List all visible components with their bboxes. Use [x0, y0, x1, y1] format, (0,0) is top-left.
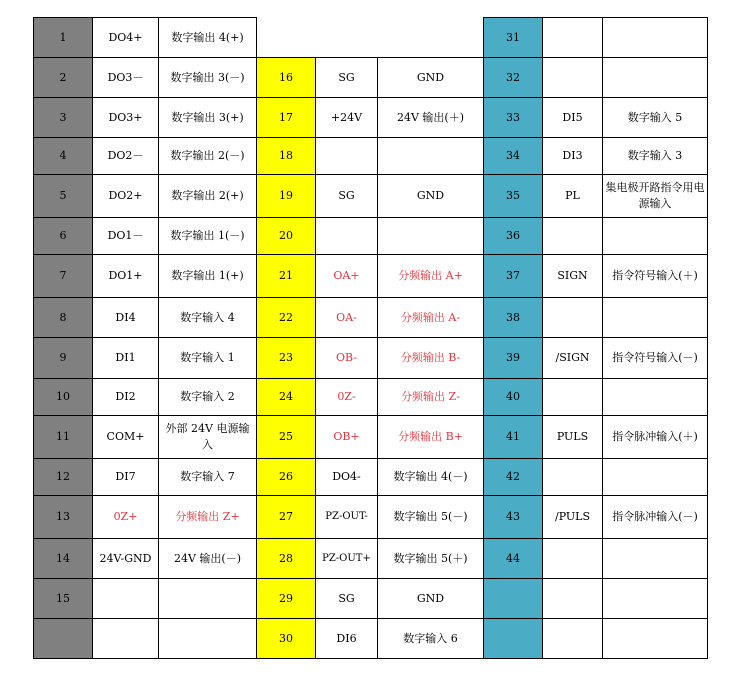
signal-name-cell	[543, 298, 603, 338]
pin-number-cell: 25	[257, 416, 316, 459]
signal-desc-cell: 指令脉冲输入(＋)	[603, 416, 708, 459]
pin-number-cell: 36	[484, 218, 543, 255]
pin-number-cell: 35	[484, 175, 543, 218]
signal-desc-cell: 数字输入 7	[159, 459, 257, 496]
signal-name-cell	[543, 619, 603, 659]
signal-desc-cell: 指令脉冲输入(－)	[603, 496, 708, 539]
pin-number-cell: 44	[484, 539, 543, 579]
signal-desc-cell: 数字输出 2(+)	[159, 175, 257, 218]
signal-desc-cell: 数字输出 2(－)	[159, 138, 257, 175]
pin-number-cell: 1	[34, 18, 93, 58]
signal-name-cell: DO2+	[93, 175, 159, 218]
signal-name-cell: OA+	[316, 255, 378, 298]
pin-number-cell: 8	[34, 298, 93, 338]
signal-name-cell: DI4	[93, 298, 159, 338]
pin-number-cell: 30	[257, 619, 316, 659]
signal-desc-cell: 数字输入 3	[603, 138, 708, 175]
signal-desc-cell: 数字输入 5	[603, 98, 708, 138]
signal-name-cell: DI6	[316, 619, 378, 659]
pin-number-cell: 32	[484, 58, 543, 98]
signal-desc-cell	[159, 619, 257, 659]
pin-number-cell: 2	[34, 58, 93, 98]
pin-number-cell: 26	[257, 459, 316, 496]
pin-number-cell: 18	[257, 138, 316, 175]
signal-name-cell: DI2	[93, 379, 159, 416]
signal-name-cell	[316, 218, 378, 255]
signal-name-cell	[316, 138, 378, 175]
pin-number-cell	[484, 619, 543, 659]
pin-number-cell: 5	[34, 175, 93, 218]
table-row	[34, 58, 708, 98]
pin-number-cell: 21	[257, 255, 316, 298]
pin-number-cell: 40	[484, 379, 543, 416]
signal-desc-cell	[378, 218, 484, 255]
signal-desc-cell: 分频输出 B-	[378, 338, 484, 379]
signal-desc-cell: 数字输入 2	[159, 379, 257, 416]
pin-number-cell	[257, 18, 316, 58]
pin-number-cell: 43	[484, 496, 543, 539]
signal-name-cell: SIGN	[543, 255, 603, 298]
signal-desc-cell: 数字输出 1(+)	[159, 255, 257, 298]
signal-name-cell: +24V	[316, 98, 378, 138]
pin-number-cell: 42	[484, 459, 543, 496]
pin-number-cell: 11	[34, 416, 93, 459]
signal-name-cell	[543, 218, 603, 255]
signal-name-cell	[543, 58, 603, 98]
pin-number-cell: 41	[484, 416, 543, 459]
signal-desc-cell: GND	[378, 579, 484, 619]
table-row	[34, 18, 708, 58]
signal-desc-cell	[378, 138, 484, 175]
signal-desc-cell	[603, 379, 708, 416]
signal-desc-cell	[159, 579, 257, 619]
pin-number-cell: 29	[257, 579, 316, 619]
signal-desc-cell	[378, 18, 484, 58]
signal-desc-cell: 数字输入 1	[159, 338, 257, 379]
signal-name-cell: DI5	[543, 98, 603, 138]
pin-number-cell: 3	[34, 98, 93, 138]
table-row	[34, 98, 708, 138]
signal-name-cell: DO4-	[316, 459, 378, 496]
signal-name-cell: DI3	[543, 138, 603, 175]
signal-name-cell: /SIGN	[543, 338, 603, 379]
signal-desc-cell: 分频输出 A-	[378, 298, 484, 338]
pin-number-cell: 13	[34, 496, 93, 539]
pin-number-cell: 7	[34, 255, 93, 298]
signal-desc-cell	[603, 58, 708, 98]
pin-number-cell: 28	[257, 539, 316, 579]
table-row	[34, 338, 708, 379]
signal-name-cell: PL	[543, 175, 603, 218]
pin-number-cell: 24	[257, 379, 316, 416]
pin-number-cell: 9	[34, 338, 93, 379]
pin-number-cell: 16	[257, 58, 316, 98]
table-row	[34, 579, 708, 619]
signal-name-cell: 24V-GND	[93, 539, 159, 579]
signal-desc-cell: 指令符号输入(－)	[603, 338, 708, 379]
pin-number-cell: 22	[257, 298, 316, 338]
signal-name-cell	[543, 579, 603, 619]
signal-name-cell: OA-	[316, 298, 378, 338]
signal-desc-cell: 外部 24V 电源输入	[159, 416, 257, 459]
pin-number-cell: 23	[257, 338, 316, 379]
signal-name-cell: PZ-OUT-	[316, 496, 378, 539]
signal-name-cell	[543, 379, 603, 416]
table-row	[34, 416, 708, 459]
signal-name-cell	[543, 459, 603, 496]
signal-name-cell: SG	[316, 579, 378, 619]
signal-desc-cell: 分频输出 Z-	[378, 379, 484, 416]
signal-name-cell: DO3－	[93, 58, 159, 98]
signal-desc-cell: 数字输出 3(－)	[159, 58, 257, 98]
signal-desc-cell: 数字输出 3(+)	[159, 98, 257, 138]
signal-desc-cell: GND	[378, 175, 484, 218]
signal-name-cell: OB-	[316, 338, 378, 379]
signal-desc-cell: 数字输出 4(+)	[159, 18, 257, 58]
signal-desc-cell: 数字输入 6	[378, 619, 484, 659]
signal-desc-cell: 分频输出 Z+	[159, 496, 257, 539]
signal-name-cell: /PULS	[543, 496, 603, 539]
signal-desc-cell	[603, 459, 708, 496]
signal-desc-cell	[603, 539, 708, 579]
signal-name-cell: DO2－	[93, 138, 159, 175]
pin-number-cell: 39	[484, 338, 543, 379]
pin-number-cell: 6	[34, 218, 93, 255]
pin-number-cell: 14	[34, 539, 93, 579]
signal-name-cell	[93, 619, 159, 659]
pin-number-cell: 15	[34, 579, 93, 619]
signal-desc-cell: 分频输出 B+	[378, 416, 484, 459]
pin-number-cell: 20	[257, 218, 316, 255]
signal-name-cell: DI1	[93, 338, 159, 379]
table-row	[34, 619, 708, 659]
pin-number-cell: 33	[484, 98, 543, 138]
table-row	[34, 496, 708, 539]
pin-number-cell	[484, 579, 543, 619]
pin-number-cell: 31	[484, 18, 543, 58]
pin-number-cell: 12	[34, 459, 93, 496]
table-row	[34, 175, 708, 218]
pin-number-cell: 37	[484, 255, 543, 298]
signal-desc-cell: 集电极开路指令用电源输入	[603, 175, 708, 218]
signal-name-cell: PZ-OUT+	[316, 539, 378, 579]
pin-number-cell: 34	[484, 138, 543, 175]
signal-desc-cell: 数字输出 1(－)	[159, 218, 257, 255]
pin-assignment-table	[33, 17, 708, 659]
signal-desc-cell	[603, 218, 708, 255]
signal-desc-cell	[603, 18, 708, 58]
signal-desc-cell: 24V 输出(－)	[159, 539, 257, 579]
signal-name-cell: DO4+	[93, 18, 159, 58]
signal-desc-cell	[603, 298, 708, 338]
signal-name-cell: DO1+	[93, 255, 159, 298]
signal-name-cell: SG	[316, 58, 378, 98]
signal-name-cell: DI7	[93, 459, 159, 496]
signal-desc-cell: 数字输出 5(－)	[378, 496, 484, 539]
table-row	[34, 539, 708, 579]
signal-desc-cell: 24V 输出(＋)	[378, 98, 484, 138]
table-row	[34, 459, 708, 496]
pin-number-cell: 27	[257, 496, 316, 539]
signal-name-cell: PULS	[543, 416, 603, 459]
signal-name-cell: 0Z-	[316, 379, 378, 416]
signal-name-cell: DO3+	[93, 98, 159, 138]
signal-name-cell: 0Z+	[93, 496, 159, 539]
signal-name-cell: COM+	[93, 416, 159, 459]
table-row	[34, 298, 708, 338]
signal-name-cell	[93, 579, 159, 619]
signal-name-cell	[316, 18, 378, 58]
pin-number-cell: 10	[34, 379, 93, 416]
signal-name-cell: SG	[316, 175, 378, 218]
signal-desc-cell: 数字输出 5(＋)	[378, 539, 484, 579]
signal-name-cell: OB+	[316, 416, 378, 459]
pin-number-cell: 38	[484, 298, 543, 338]
pin-number-cell: 17	[257, 98, 316, 138]
signal-name-cell	[543, 539, 603, 579]
signal-desc-cell: 数字输入 4	[159, 298, 257, 338]
signal-desc-cell: GND	[378, 58, 484, 98]
pin-number-cell: 19	[257, 175, 316, 218]
table-row	[34, 379, 708, 416]
table-row	[34, 138, 708, 175]
signal-desc-cell	[603, 579, 708, 619]
signal-desc-cell: 数字输出 4(－)	[378, 459, 484, 496]
table-row	[34, 218, 708, 255]
signal-desc-cell	[603, 619, 708, 659]
signal-name-cell	[543, 18, 603, 58]
signal-desc-cell: 分频输出 A+	[378, 255, 484, 298]
signal-name-cell: DO1－	[93, 218, 159, 255]
table-row	[34, 255, 708, 298]
pin-number-cell: 4	[34, 138, 93, 175]
signal-desc-cell: 指令符号输入(＋)	[603, 255, 708, 298]
pin-number-cell	[34, 619, 93, 659]
